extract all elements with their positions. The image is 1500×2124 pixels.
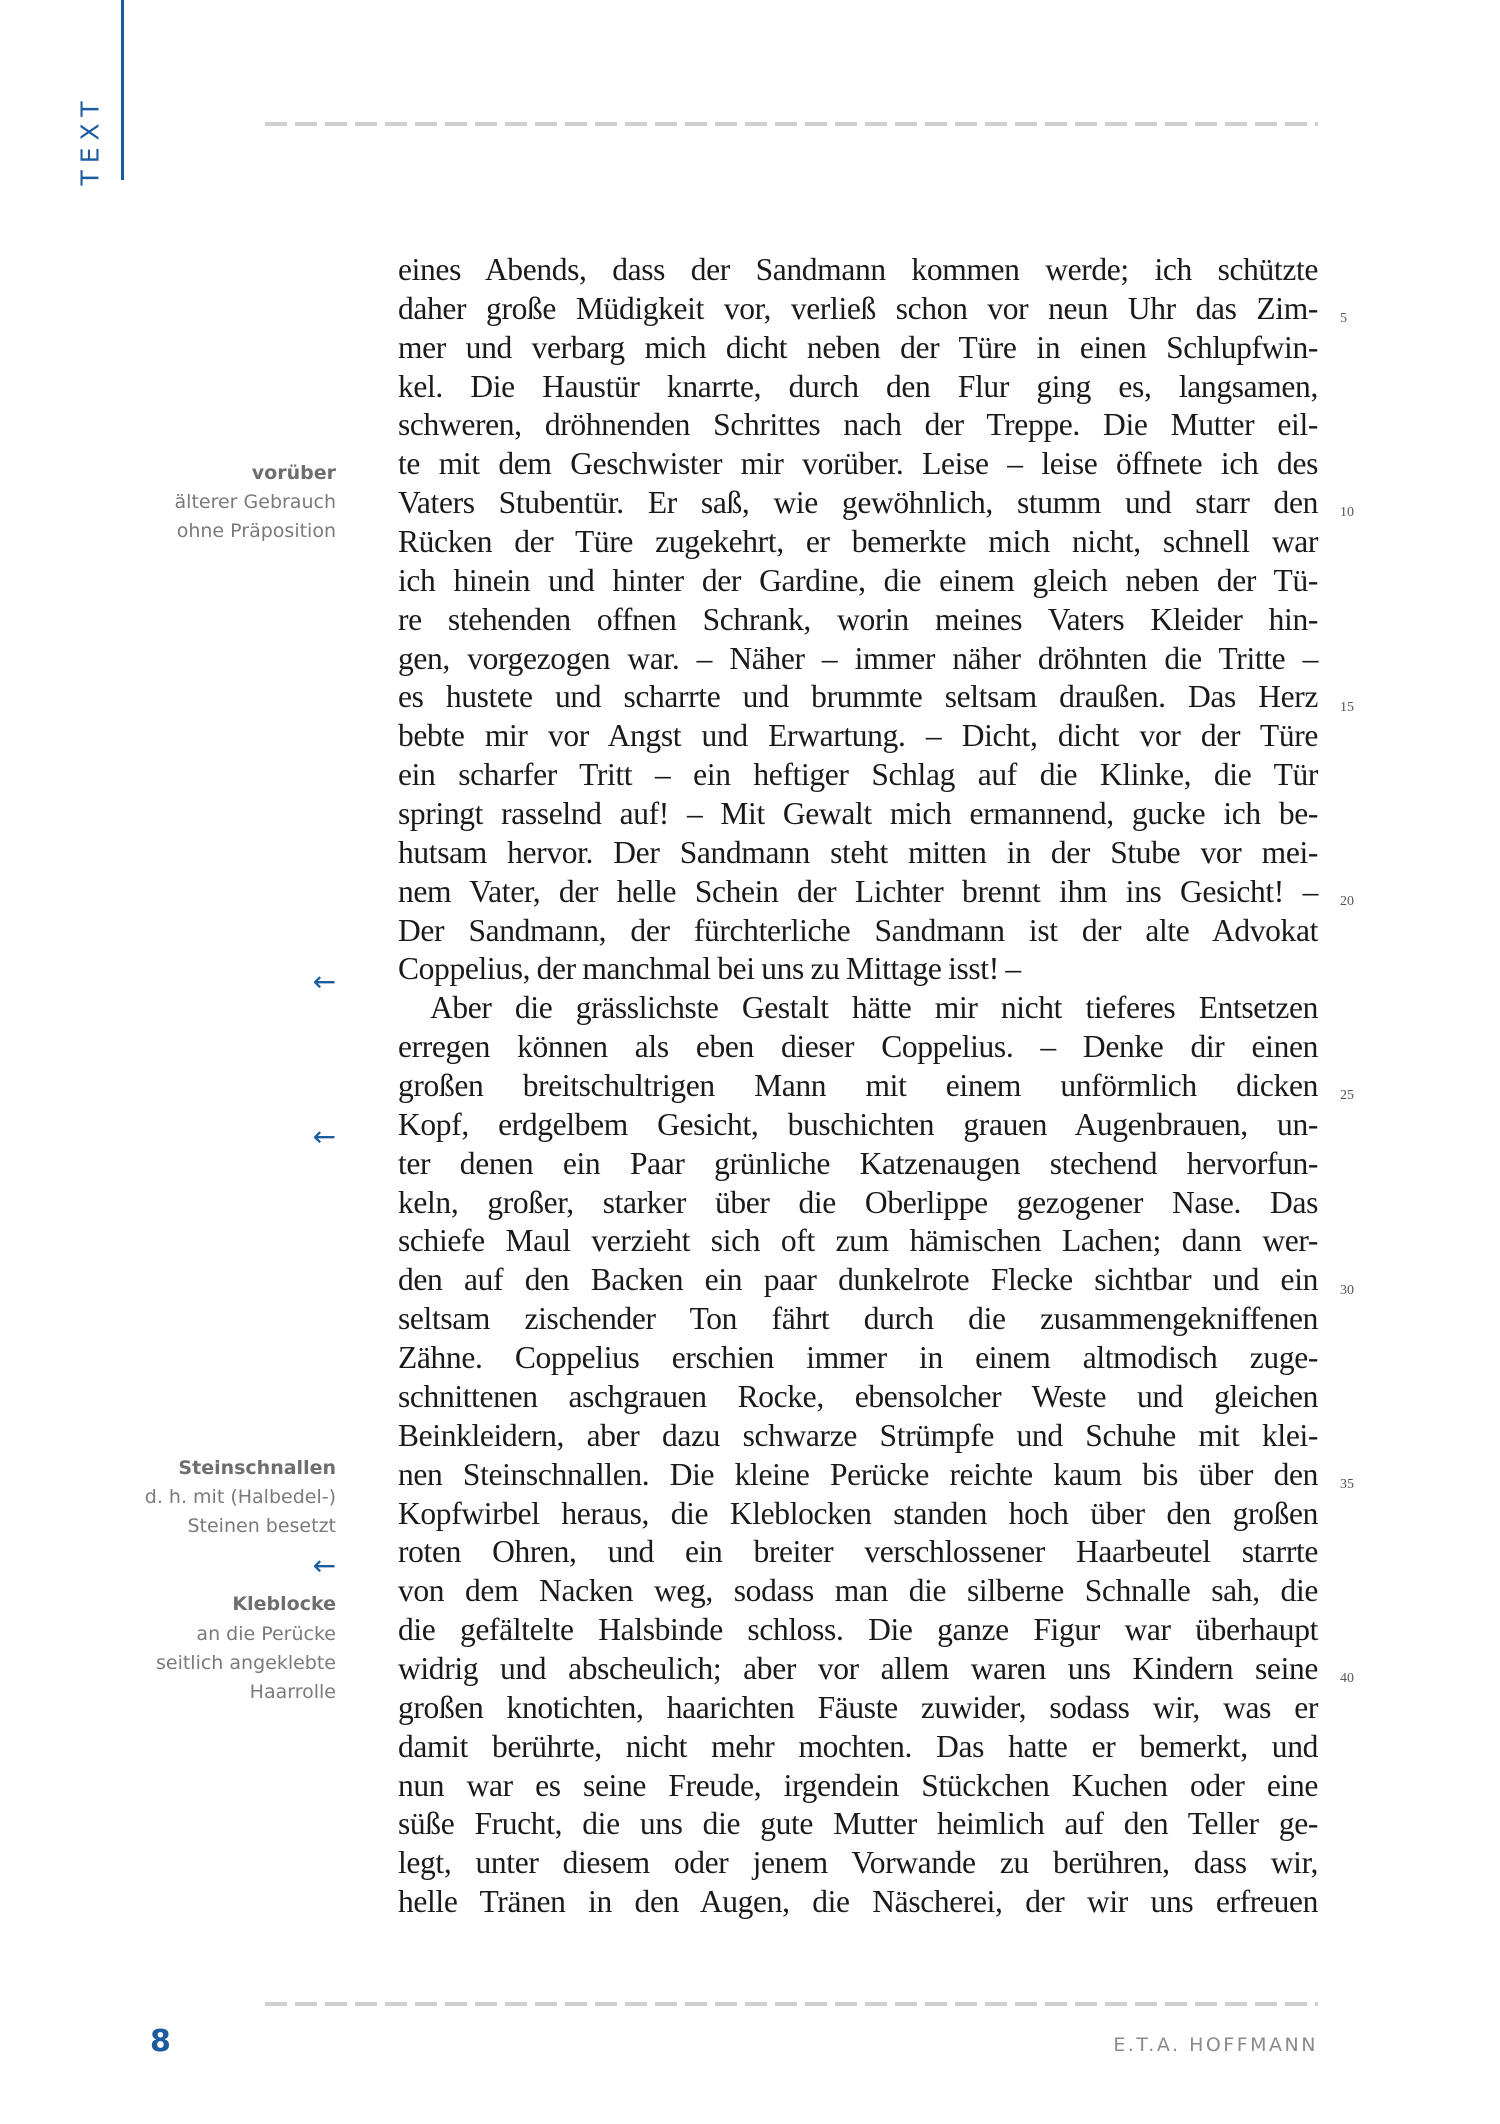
text-line: schiefe Maul verzieht sich oft zum hämischen Lachen; dann wer- xyxy=(398,1223,1318,1259)
text-line: erregen können als eben dieser Coppelius. – Denke dir einen xyxy=(398,1029,1318,1065)
line-number: 40 xyxy=(1340,1671,1354,1686)
text-line: es hustete und scharrte und brummte seltsam draußen. Das Herz xyxy=(398,679,1318,715)
margin-note-text: an die Perücke xyxy=(196,1623,336,1645)
line-number: 5 xyxy=(1340,311,1347,326)
text-line: mer und verbarg mich dicht neben der Türe in einen Schlupfwin- xyxy=(398,329,1318,365)
text-line: Vaters Stubentür. Er saß, wie gewöhnlich, stumm und starr den xyxy=(398,485,1318,521)
text-line: süße Frucht, die uns die gute Mutter heimlich auf den Teller ge- xyxy=(398,1806,1318,1842)
text-line: helle Tränen in den Augen, die Näscherei, der wir uns erfreuen xyxy=(398,1884,1318,1920)
margin-note-text: Haarrolle xyxy=(249,1681,336,1703)
margin-note-text: seitlich angeklebte xyxy=(155,1652,336,1674)
text-line: bebte mir vor Angst und Erwartung. – Dicht, dicht vor der Türe xyxy=(398,718,1318,754)
section-rule xyxy=(121,0,124,180)
text-line: Kopfwirbel heraus, die Kleblocken standen hoch über den großen xyxy=(398,1495,1318,1531)
text-line: re stehenden offnen Schrank, worin meines Vaters Kleider hin- xyxy=(398,601,1318,637)
text-line: schweren, dröhnenden Schrittes nach der Treppe. Die Mutter eil- xyxy=(398,407,1318,443)
text-line: ich hinein und hinter der Gardine, die einem gleich neben der Tü- xyxy=(398,562,1318,598)
page-number: 8 xyxy=(150,2024,171,2059)
text-line: damit berührte, nicht mehr mochten. Das hatte er bemerkt, und xyxy=(398,1728,1318,1764)
line-number: 20 xyxy=(1340,894,1354,909)
text-line: te mit dem Geschwister mir vorüber. Leise – leise öffnete ich des xyxy=(398,446,1318,482)
left-arrow-icon: ← xyxy=(312,1549,336,1582)
text-line: Rücken der Türe zugekehrt, er bemerkte mich nicht, schnell war xyxy=(398,524,1318,560)
text-line: nem Vater, der helle Schein der Lichter brennt ihm ins Gesicht! – xyxy=(398,873,1318,909)
running-footer-author: E.T.A. HOFFMANN xyxy=(1113,2034,1318,2056)
body-text xyxy=(398,251,1318,1922)
text-line: widrig und abscheulich; aber vor allem waren uns Kindern seine xyxy=(398,1650,1318,1686)
text-line: Kopf, erdgelbem Gesicht, buschichten grauen Augenbrauen, un- xyxy=(398,1106,1318,1142)
text-line: großen knotichten, haarichten Fäuste zuwider, sodass wir, was er xyxy=(398,1689,1318,1725)
text-line: die gefältelte Halsbinde schloss. Die ganze Figur war überhaupt xyxy=(398,1612,1318,1648)
text-line: ein scharfer Tritt – ein heftiger Schlag auf die Klinke, die Tür xyxy=(398,757,1318,793)
text-line: den auf den Backen ein paar dunkelrote Flecke sichtbar und ein xyxy=(398,1262,1318,1298)
line-number: 10 xyxy=(1340,505,1354,520)
line-number: 35 xyxy=(1340,1477,1354,1492)
text-line: nun war es seine Freude, irgendein Stückchen Kuchen oder eine xyxy=(398,1767,1318,1803)
text-line: springt rasselnd auf! – Mit Gewalt mich ermannend, gucke ich be- xyxy=(398,796,1318,832)
margin-note-term: Kleblocke xyxy=(232,1593,336,1615)
text-line: Aber die grässlichste Gestalt hätte mir nicht tieferes Entsetzen xyxy=(430,990,1318,1026)
top-dashed-divider xyxy=(265,122,1318,126)
text-line: seltsam zischender Ton fährt durch die zusammengekniffenen xyxy=(398,1301,1318,1337)
left-arrow-icon: ← xyxy=(312,965,336,998)
text-line: keln, großer, starker über die Oberlippe gezogener Nase. Das xyxy=(398,1184,1318,1220)
margin-note-term: Steinschnallen xyxy=(178,1457,336,1479)
margin-note-text: ohne Präposition xyxy=(176,520,336,542)
line-number: 25 xyxy=(1340,1088,1354,1103)
text-line: eines Abends, dass der Sandmann kommen werde; ich schützte xyxy=(398,252,1318,287)
line-number: 15 xyxy=(1340,700,1354,715)
text-line: ter denen ein Paar grünliche Katzenaugen stechend hervorfun- xyxy=(398,1145,1318,1181)
text-line: Coppelius, der manchmal bei uns zu Mittage isst! – xyxy=(398,951,1021,987)
text-line: daher große Müdigkeit vor, verließ schon vor neun Uhr das Zim- xyxy=(398,290,1318,326)
margin-note-text: älterer Gebrauch xyxy=(174,491,336,513)
text-line: legt, unter diesem oder jenem Vorwande zu berühren, dass wir, xyxy=(398,1845,1318,1881)
text-line: nen Steinschnallen. Die kleine Perücke reichte kaum bis über den xyxy=(398,1456,1318,1492)
line-number: 30 xyxy=(1340,1283,1354,1298)
margin-note-text: d. h. mit (Halbedel-) xyxy=(144,1486,336,1508)
text-line: Zähne. Coppelius erschien immer in einem altmodisch zuge- xyxy=(398,1340,1318,1376)
text-line: roten Ohren, und ein breiter verschlossener Haarbeutel starrte xyxy=(398,1534,1318,1570)
text-line: gen, vorgezogen war. – Näher – immer näher dröhnten die Tritte – xyxy=(398,640,1318,676)
text-line: Beinkleidern, aber dazu schwarze Strümpfe und Schuhe mit klei- xyxy=(398,1417,1318,1453)
text-line: Der Sandmann, der fürchterliche Sandmann ist der alte Advokat xyxy=(398,912,1318,948)
margin-note-term: vorüber xyxy=(251,462,336,484)
text-line: von dem Nacken weg, sodass man die silberne Schnalle sah, die xyxy=(398,1573,1318,1609)
text-line: hutsam hervor. Der Sandmann steht mitten in der Stube vor mei- xyxy=(398,834,1318,870)
text-line: kel. Die Haustür knarrte, durch den Flur ging es, langsamen, xyxy=(398,368,1318,404)
section-label: TEXT xyxy=(75,94,105,186)
text-line: großen breitschultrigen Mann mit einem unförmlich dicken xyxy=(398,1068,1318,1104)
text-line: schnittenen aschgrauen Rocke, ebensolcher Weste und gleichen xyxy=(398,1378,1318,1414)
left-arrow-icon: ← xyxy=(312,1120,336,1153)
margin-note-text: Steinen besetzt xyxy=(187,1515,336,1537)
bottom-dashed-divider xyxy=(265,2002,1318,2006)
